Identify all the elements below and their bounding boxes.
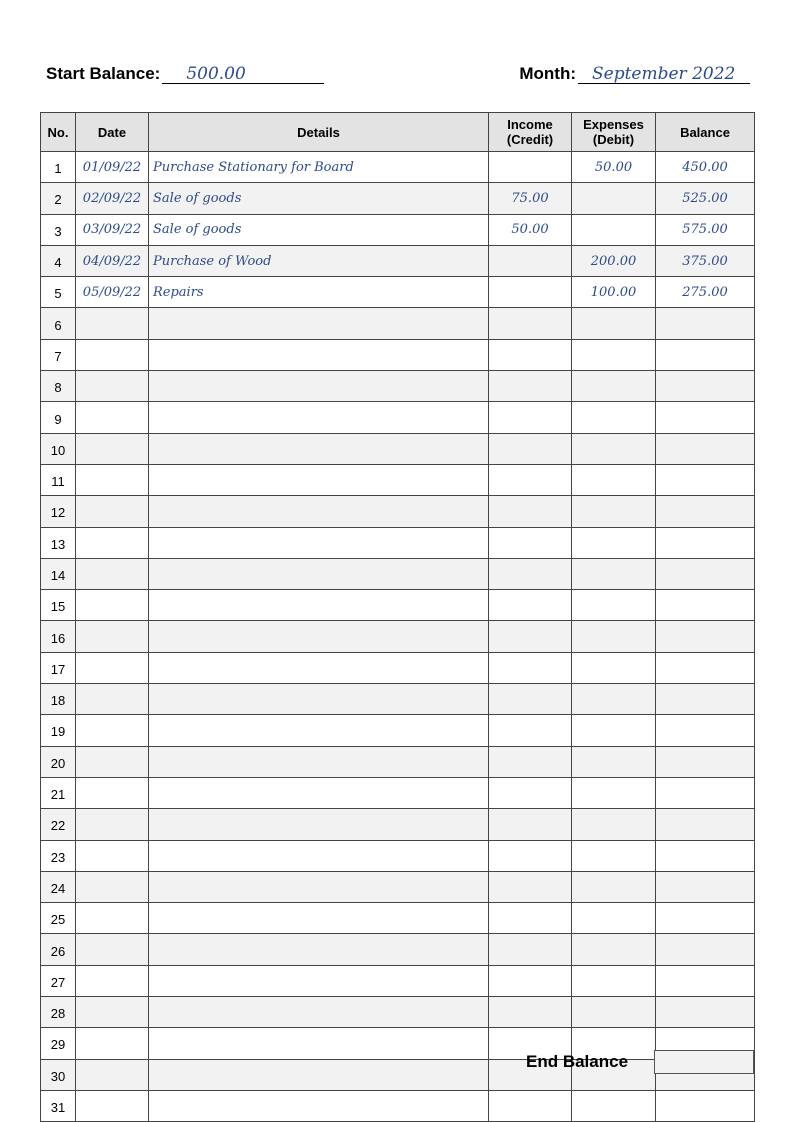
table-row [41, 621, 755, 652]
table-row [41, 1028, 755, 1059]
cell-date[interactable] [76, 652, 149, 683]
cell-details[interactable]: Repairs [149, 277, 489, 308]
cell-income[interactable] [489, 245, 572, 276]
cell-details[interactable] [149, 871, 489, 902]
cell-balance[interactable]: 450.00 [656, 152, 755, 183]
cell-no: 27 [41, 965, 76, 996]
cell-date[interactable] [76, 809, 149, 840]
cell-date[interactable] [76, 308, 149, 339]
cell-income[interactable] [489, 684, 572, 715]
table-row [41, 464, 755, 495]
table-row [41, 214, 755, 245]
table-row [41, 433, 755, 464]
cell-balance[interactable] [656, 621, 755, 652]
cell-no: 9 [41, 402, 76, 433]
cell-expenses[interactable]: 100.00 [572, 277, 656, 308]
cell-no: 29 [41, 1028, 76, 1059]
table-row [41, 997, 755, 1028]
cell-details[interactable] [149, 1090, 489, 1121]
cell-date[interactable] [76, 965, 149, 996]
cell-balance[interactable] [656, 809, 755, 840]
table-header-row [41, 113, 755, 152]
cell-details[interactable] [149, 997, 489, 1028]
cell-balance[interactable] [656, 871, 755, 902]
cell-details[interactable] [149, 840, 489, 871]
cell-date[interactable] [76, 934, 149, 965]
cell-expenses[interactable] [572, 777, 656, 808]
cell-no: 8 [41, 371, 76, 402]
cell-expenses[interactable]: 200.00 [572, 245, 656, 276]
cell-no: 11 [41, 464, 76, 495]
table-row [41, 183, 755, 214]
table-row [41, 308, 755, 339]
table-row [41, 402, 755, 433]
end-balance-box[interactable] [654, 1050, 754, 1074]
cell-no: 31 [41, 1090, 76, 1121]
cell-date[interactable] [76, 339, 149, 370]
cell-expenses[interactable] [572, 183, 656, 214]
cell-no: 13 [41, 527, 76, 558]
cell-income[interactable] [489, 746, 572, 777]
cell-no: 21 [41, 777, 76, 808]
cell-date[interactable] [76, 590, 149, 621]
cell-no: 5 [41, 277, 76, 308]
cell-income[interactable] [489, 997, 572, 1028]
cell-details[interactable]: Purchase Stationary for Board [149, 152, 489, 183]
cell-income[interactable] [489, 308, 572, 339]
cell-expenses[interactable] [572, 371, 656, 402]
table-row [41, 809, 755, 840]
cell-income[interactable] [489, 464, 572, 495]
cell-expenses[interactable] [572, 652, 656, 683]
cell-income[interactable] [489, 652, 572, 683]
cell-balance[interactable] [656, 308, 755, 339]
cell-date[interactable] [76, 496, 149, 527]
cell-no: 12 [41, 496, 76, 527]
cell-date[interactable] [76, 871, 149, 902]
cell-income[interactable] [489, 277, 572, 308]
table-row [41, 496, 755, 527]
cell-balance[interactable] [656, 777, 755, 808]
cell-no: 22 [41, 809, 76, 840]
table-row [41, 840, 755, 871]
table-row [41, 684, 755, 715]
cell-date[interactable] [76, 464, 149, 495]
cell-details[interactable] [149, 777, 489, 808]
cell-income[interactable] [489, 809, 572, 840]
cell-income[interactable] [489, 590, 572, 621]
cell-balance[interactable] [656, 402, 755, 433]
cell-no: 28 [41, 997, 76, 1028]
cell-date[interactable] [76, 840, 149, 871]
cell-balance[interactable] [656, 590, 755, 621]
cell-expenses[interactable] [572, 558, 656, 589]
start-balance-value[interactable]: 500.00 [162, 64, 324, 84]
table-row [41, 590, 755, 621]
cell-details[interactable] [149, 1028, 489, 1059]
cell-income[interactable] [489, 621, 572, 652]
cell-expenses[interactable] [572, 308, 656, 339]
cell-expenses[interactable] [572, 965, 656, 996]
cell-no: 10 [41, 433, 76, 464]
cell-details[interactable] [149, 464, 489, 495]
cell-expenses[interactable] [572, 402, 656, 433]
cell-expenses[interactable] [572, 934, 656, 965]
cell-details[interactable] [149, 746, 489, 777]
cell-balance[interactable] [656, 339, 755, 370]
cell-balance[interactable] [656, 496, 755, 527]
table-row [41, 746, 755, 777]
table-row [41, 527, 755, 558]
cell-details[interactable]: Purchase of Wood [149, 245, 489, 276]
cell-details[interactable] [149, 715, 489, 746]
cell-no: 3 [41, 214, 76, 245]
cell-balance[interactable] [656, 965, 755, 996]
table-row [41, 903, 755, 934]
cell-details[interactable] [149, 652, 489, 683]
cell-balance[interactable] [656, 934, 755, 965]
cell-balance[interactable] [656, 652, 755, 683]
table-row [41, 152, 755, 183]
col-header-date: Date [76, 113, 149, 152]
cell-expenses[interactable] [572, 997, 656, 1028]
cell-balance[interactable] [656, 684, 755, 715]
cell-balance[interactable] [656, 903, 755, 934]
cell-expenses[interactable] [572, 590, 656, 621]
cell-income[interactable]: 75.00 [489, 183, 572, 214]
table-row [41, 339, 755, 370]
cell-income[interactable] [489, 433, 572, 464]
cell-details[interactable] [149, 590, 489, 621]
cell-details[interactable] [149, 433, 489, 464]
table-row [41, 1090, 755, 1121]
cell-no: 25 [41, 903, 76, 934]
table-row [41, 558, 755, 589]
cell-balance[interactable] [656, 558, 755, 589]
col-header-expenses-line1: Expenses [583, 117, 644, 132]
cell-date[interactable] [76, 684, 149, 715]
cell-date[interactable] [76, 1059, 149, 1090]
col-header-expenses-line2: (Debit) [592, 132, 635, 147]
cell-no: 16 [41, 621, 76, 652]
cell-details[interactable] [149, 684, 489, 715]
cell-details[interactable] [149, 402, 489, 433]
cell-date[interactable] [76, 621, 149, 652]
col-header-income-line1: Income [507, 117, 553, 132]
cell-details[interactable] [149, 809, 489, 840]
cell-no: 24 [41, 871, 76, 902]
cell-date[interactable]: 04/09/22 [76, 245, 149, 276]
cell-date[interactable] [76, 1090, 149, 1121]
cell-income[interactable] [489, 715, 572, 746]
cell-income[interactable] [489, 402, 572, 433]
ledger-body [41, 152, 755, 1122]
cell-no: 20 [41, 746, 76, 777]
cell-no: 4 [41, 245, 76, 276]
cell-expenses[interactable] [572, 1090, 656, 1121]
table-row [41, 245, 755, 276]
start-balance-label: Start Balance: [46, 64, 161, 83]
cell-income[interactable] [489, 496, 572, 527]
cell-income[interactable] [489, 558, 572, 589]
cell-expenses[interactable] [572, 464, 656, 495]
start-balance-field [46, 64, 324, 84]
cell-no: 2 [41, 183, 76, 214]
table-row [41, 1059, 755, 1090]
cell-no: 26 [41, 934, 76, 965]
ledger-table [40, 112, 755, 1122]
cell-details[interactable] [149, 621, 489, 652]
cell-no: 18 [41, 684, 76, 715]
cell-expenses[interactable] [572, 621, 656, 652]
cell-expenses[interactable] [572, 684, 656, 715]
cell-expenses[interactable] [572, 809, 656, 840]
month-label: Month: [519, 64, 576, 83]
table-row [41, 871, 755, 902]
cell-balance[interactable]: 375.00 [656, 245, 755, 276]
cell-balance[interactable] [656, 464, 755, 495]
cell-balance[interactable] [656, 433, 755, 464]
cell-date[interactable] [76, 777, 149, 808]
cell-date[interactable]: 03/09/22 [76, 214, 149, 245]
cell-no: 1 [41, 152, 76, 183]
col-header-income [489, 113, 572, 152]
month-field [519, 64, 750, 84]
cell-income[interactable]: 50.00 [489, 214, 572, 245]
cell-date[interactable] [76, 715, 149, 746]
cell-expenses[interactable] [572, 214, 656, 245]
cell-income[interactable] [489, 1090, 572, 1121]
table-row [41, 934, 755, 965]
cell-expenses[interactable] [572, 715, 656, 746]
cell-date[interactable] [76, 903, 149, 934]
cell-income[interactable] [489, 965, 572, 996]
col-header-no: No. [41, 113, 76, 152]
cell-date[interactable] [76, 1028, 149, 1059]
cell-expenses[interactable]: 50.00 [572, 152, 656, 183]
table-row [41, 277, 755, 308]
cell-expenses[interactable] [572, 903, 656, 934]
cell-balance[interactable] [656, 997, 755, 1028]
table-row [41, 371, 755, 402]
cell-no: 30 [41, 1059, 76, 1090]
cell-date[interactable] [76, 371, 149, 402]
cell-no: 15 [41, 590, 76, 621]
month-value[interactable]: September 2022 [578, 64, 750, 84]
col-header-expenses [572, 113, 656, 152]
cell-expenses[interactable] [572, 496, 656, 527]
cell-date[interactable] [76, 433, 149, 464]
cell-details[interactable] [149, 903, 489, 934]
cell-income[interactable] [489, 903, 572, 934]
cell-no: 6 [41, 308, 76, 339]
cell-balance[interactable] [656, 1090, 755, 1121]
col-header-details: Details [149, 113, 489, 152]
cell-expenses[interactable] [572, 840, 656, 871]
cell-no: 14 [41, 558, 76, 589]
col-header-balance: Balance [656, 113, 755, 152]
cell-expenses[interactable] [572, 433, 656, 464]
cell-details[interactable] [149, 496, 489, 527]
col-header-income-line2: (Credit) [506, 132, 554, 147]
cell-date[interactable] [76, 527, 149, 558]
cell-date[interactable]: 05/09/22 [76, 277, 149, 308]
cell-no: 19 [41, 715, 76, 746]
cell-income[interactable] [489, 527, 572, 558]
cell-income[interactable] [489, 339, 572, 370]
table-row [41, 715, 755, 746]
cell-income[interactable] [489, 152, 572, 183]
cell-no: 23 [41, 840, 76, 871]
table-row [41, 965, 755, 996]
cell-balance[interactable]: 575.00 [656, 214, 755, 245]
cell-expenses[interactable] [572, 871, 656, 902]
cell-details[interactable]: Sale of goods [149, 214, 489, 245]
table-row [41, 652, 755, 683]
cell-date[interactable] [76, 997, 149, 1028]
table-row [41, 777, 755, 808]
cell-details[interactable]: Sale of goods [149, 183, 489, 214]
cell-balance[interactable] [656, 746, 755, 777]
cell-balance[interactable] [656, 840, 755, 871]
cell-date[interactable] [76, 558, 149, 589]
cell-date[interactable] [76, 402, 149, 433]
cell-balance[interactable] [656, 715, 755, 746]
cell-date[interactable] [76, 746, 149, 777]
cell-balance[interactable] [656, 527, 755, 558]
cell-balance[interactable]: 275.00 [656, 277, 755, 308]
cell-date[interactable]: 02/09/22 [76, 183, 149, 214]
cell-details[interactable] [149, 934, 489, 965]
cell-details[interactable] [149, 558, 489, 589]
cell-details[interactable] [149, 1059, 489, 1090]
cell-expenses[interactable] [572, 746, 656, 777]
cell-income[interactable] [489, 777, 572, 808]
cell-balance[interactable] [656, 371, 755, 402]
cell-income[interactable] [489, 840, 572, 871]
cell-date[interactable]: 01/09/22 [76, 152, 149, 183]
cell-details[interactable] [149, 308, 489, 339]
cell-income[interactable] [489, 871, 572, 902]
cell-details[interactable] [149, 965, 489, 996]
cell-income[interactable] [489, 371, 572, 402]
cell-details[interactable] [149, 527, 489, 558]
cell-expenses[interactable] [572, 527, 656, 558]
cell-details[interactable] [149, 371, 489, 402]
cell-income[interactable] [489, 934, 572, 965]
cell-details[interactable] [149, 339, 489, 370]
cell-no: 7 [41, 339, 76, 370]
end-balance-label: End Balance [526, 1052, 629, 1071]
cell-balance[interactable]: 525.00 [656, 183, 755, 214]
cell-no: 17 [41, 652, 76, 683]
cell-expenses[interactable] [572, 339, 656, 370]
